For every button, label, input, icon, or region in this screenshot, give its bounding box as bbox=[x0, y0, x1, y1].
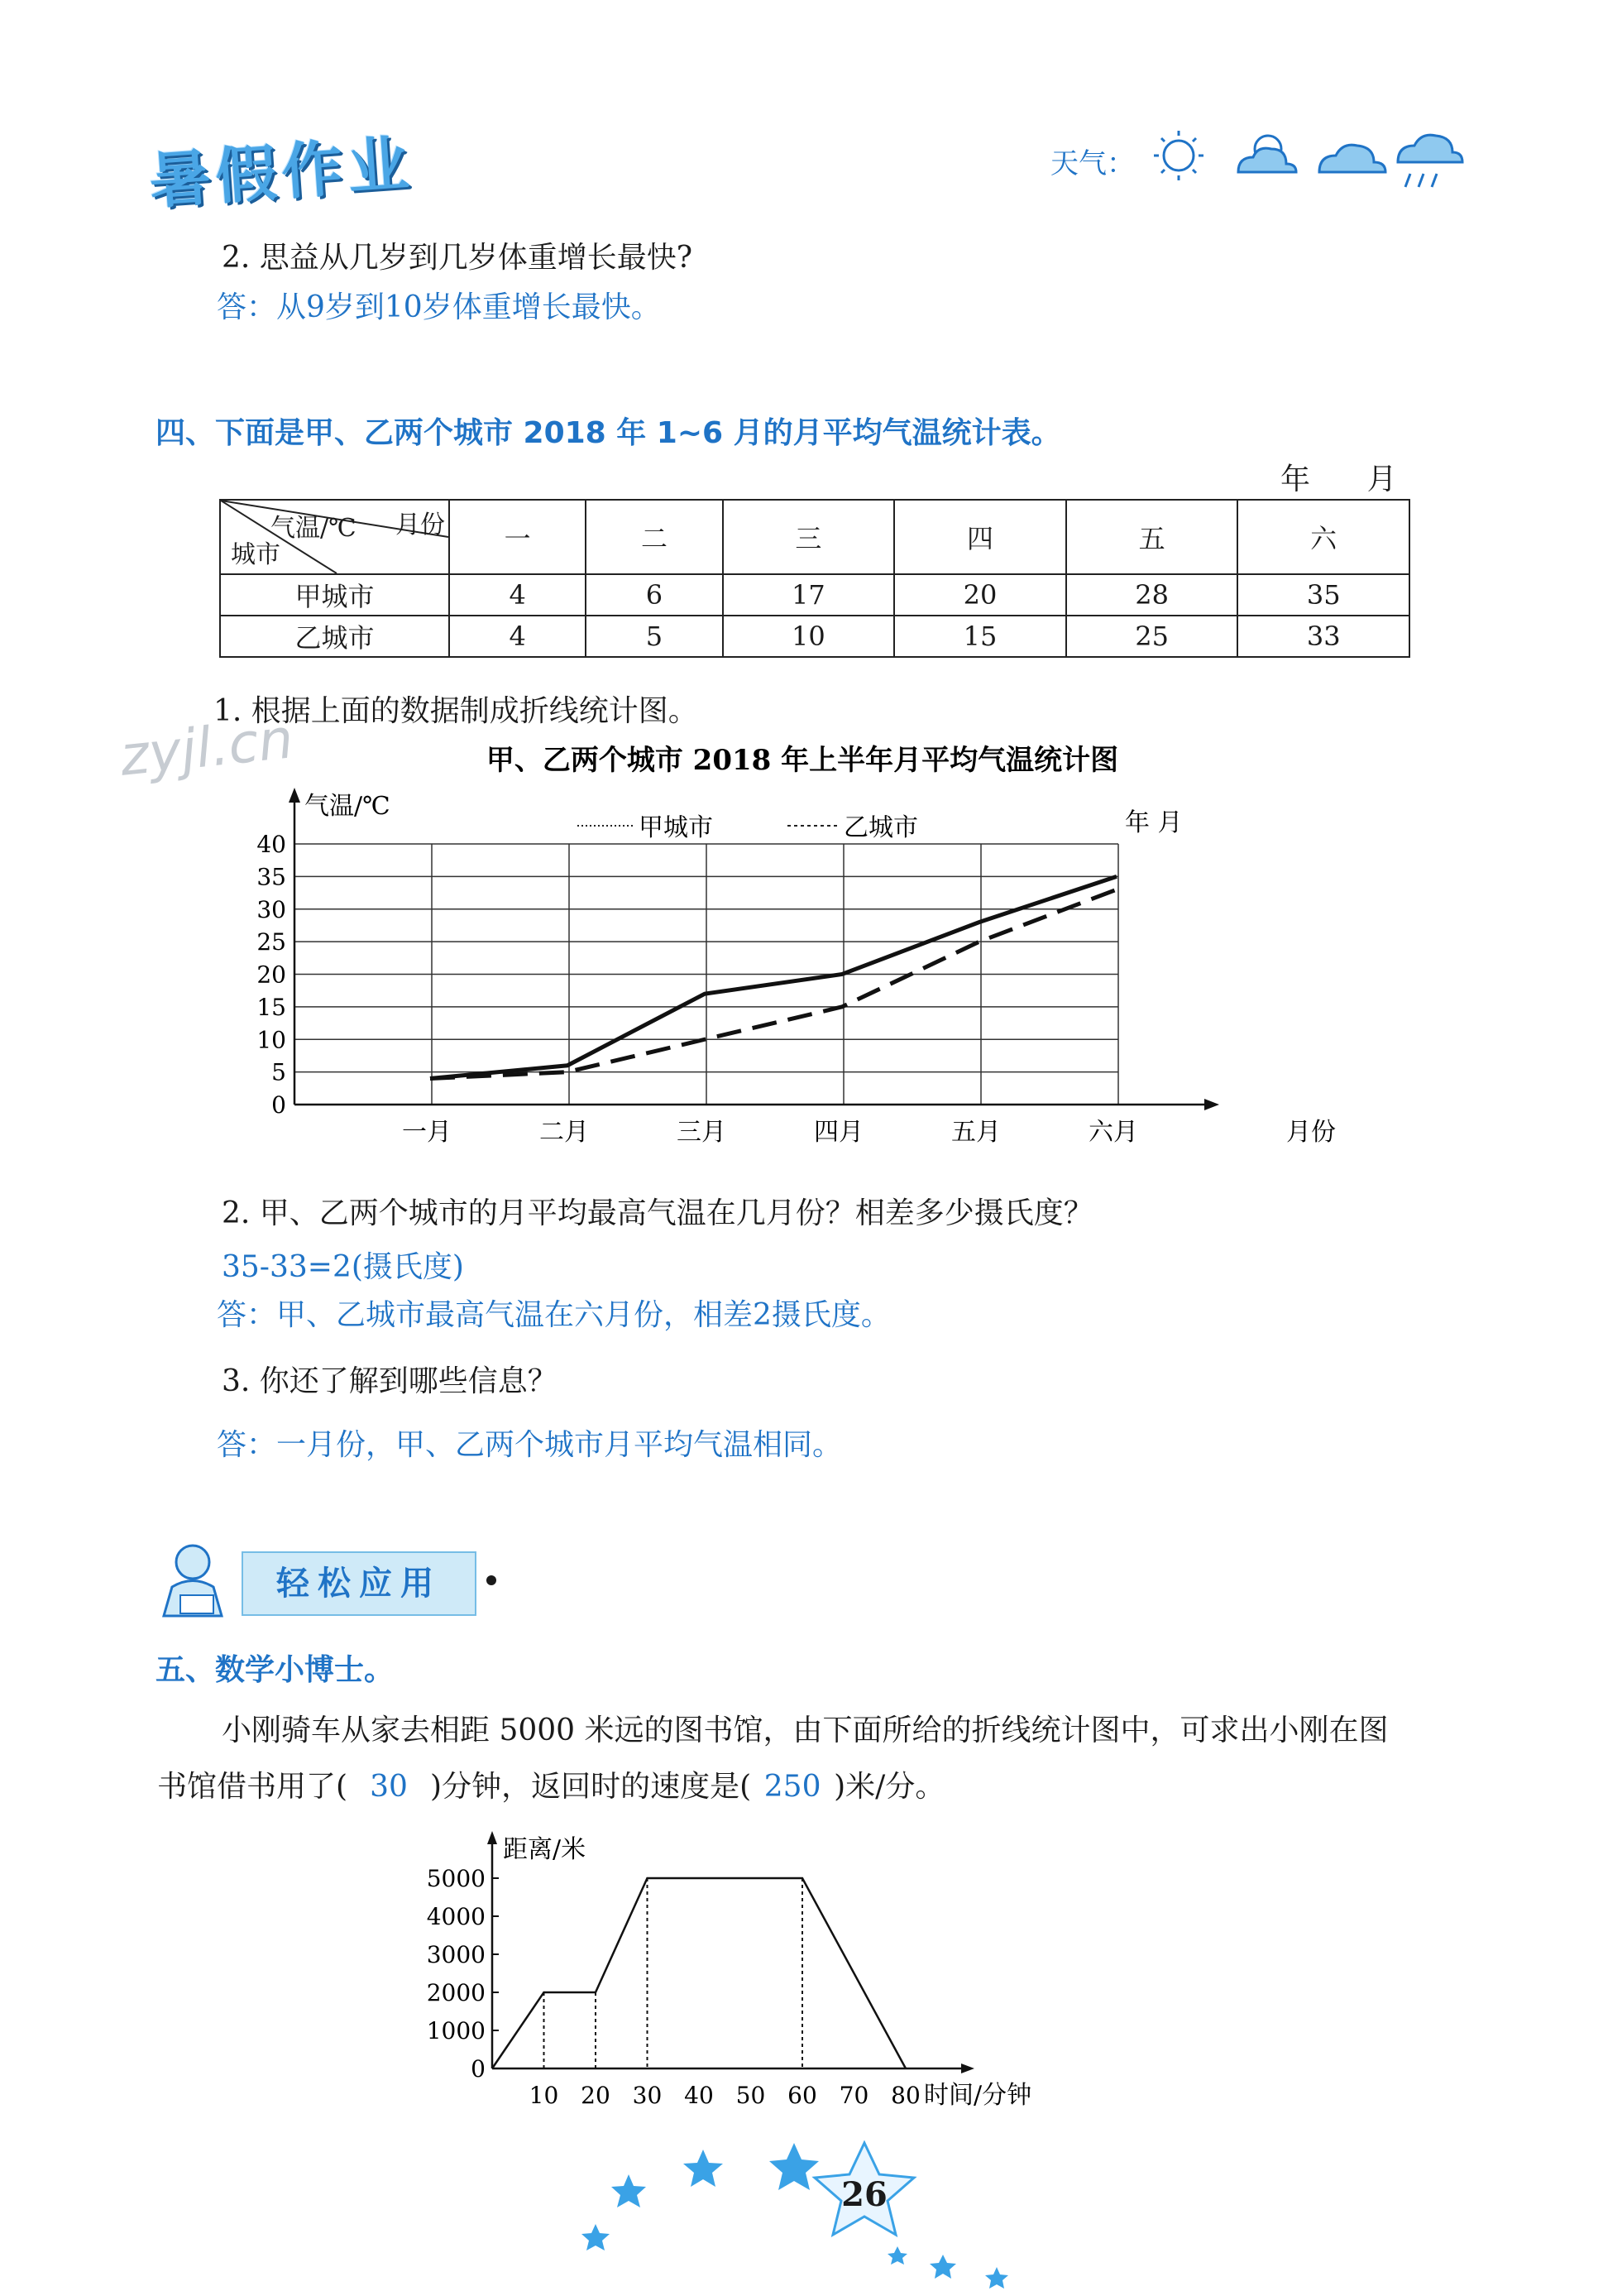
x-tick-label: 60 bbox=[787, 2082, 817, 2109]
x-tick-label: 六月 bbox=[1089, 1118, 1138, 1147]
x-tick-label: 一月 bbox=[402, 1118, 452, 1147]
y-axis-label: 距离/米 bbox=[503, 1835, 586, 1864]
month-header: 三 bbox=[723, 500, 895, 574]
section4-q1: 1. 根据上面的数据制成折线统计图。 bbox=[213, 694, 698, 728]
x-tick-label: 40 bbox=[684, 2082, 714, 2109]
series-line-jia bbox=[430, 876, 1117, 1078]
table-cell: 4 bbox=[449, 574, 586, 616]
corner-month-label: 月份 bbox=[395, 510, 445, 539]
month-header: 二 bbox=[586, 500, 722, 574]
section4-title: 四、下面是甲、乙两个城市 2018 年 1~6 月的月平均气温统计表。 bbox=[156, 416, 1061, 450]
page-footer-stars bbox=[562, 2126, 1092, 2292]
y-tick-label: 25 bbox=[256, 928, 286, 956]
weather-label: 天气： bbox=[1050, 147, 1135, 180]
x-axis-label: 月份 bbox=[1286, 1118, 1336, 1147]
month-header: 五 bbox=[1066, 500, 1238, 574]
table-cell: 5 bbox=[586, 616, 722, 657]
section4-q3: 3. 你还了解到哪些信息？ bbox=[222, 1364, 557, 1398]
table-row bbox=[220, 616, 1409, 657]
section4-q2: 2. 甲、乙两个城市的月平均最高气温在几月份？相差多少摄氏度？ bbox=[222, 1196, 1093, 1230]
table-cell: 4 bbox=[449, 616, 586, 657]
month-header: 一 bbox=[449, 500, 586, 574]
y-axis-arrow bbox=[487, 1831, 497, 1844]
chart-title: 甲、乙两个城市 2018 年上半年月平均气温统计图 bbox=[486, 744, 1119, 777]
table-year-month: 年 月 bbox=[1280, 463, 1397, 496]
month-header: 六 bbox=[1237, 500, 1409, 574]
section5-text-line2 bbox=[157, 1769, 945, 1805]
y-tick-label: 5 bbox=[271, 1058, 286, 1086]
table-cell: 25 bbox=[1066, 616, 1238, 657]
distance-series-line bbox=[492, 1878, 906, 2068]
table-cell: 17 bbox=[723, 574, 895, 616]
table-corner-cell bbox=[220, 500, 449, 574]
y-tick-label: 15 bbox=[256, 993, 286, 1021]
text-fragment: 书馆借书用了( bbox=[157, 1770, 348, 1804]
watermark: zyjl.cn bbox=[117, 707, 296, 789]
easy-application-badge: 轻松应用 bbox=[242, 1551, 476, 1616]
q2-top-question: 2. 思益从几岁到几岁体重增长最快? bbox=[222, 241, 693, 275]
text-fragment: )米/分。 bbox=[834, 1770, 945, 1804]
y-tick-label: 0 bbox=[471, 2055, 486, 2083]
rain-icon bbox=[1398, 135, 1462, 187]
temperature-line-chart bbox=[215, 736, 1390, 1167]
x-tick-label: 二月 bbox=[539, 1118, 589, 1147]
table-row bbox=[220, 574, 1409, 616]
answer-return-speed: 250 bbox=[763, 1770, 821, 1804]
y-tick-label: 20 bbox=[256, 961, 286, 989]
q2-top-answer: 答：从9岁到10岁体重增长最快。 bbox=[217, 290, 661, 324]
city-name: 甲城市 bbox=[220, 574, 449, 616]
x-tick-label: 70 bbox=[839, 2082, 869, 2109]
x-tick-label: 五月 bbox=[951, 1118, 1001, 1147]
x-axis-arrow bbox=[961, 2064, 974, 2073]
y-axis-arrow bbox=[289, 788, 300, 803]
x-tick-label: 30 bbox=[632, 2082, 663, 2109]
table-cell: 35 bbox=[1237, 574, 1409, 616]
x-tick-label: 四月 bbox=[814, 1118, 864, 1147]
text-fragment: )分钟，返回时的速度是( bbox=[430, 1770, 752, 1804]
y-tick-label: 30 bbox=[256, 895, 286, 923]
star-icon bbox=[611, 2174, 646, 2207]
legend-label-yi: 乙城市 bbox=[844, 813, 918, 842]
answer-borrow-time: 30 bbox=[370, 1770, 408, 1804]
y-axis-label: 气温/℃ bbox=[304, 792, 390, 821]
partly-cloudy-icon bbox=[1238, 136, 1296, 172]
y-tick-label: 2000 bbox=[426, 1979, 486, 2006]
star-icon bbox=[930, 2255, 956, 2279]
star-icon bbox=[985, 2267, 1008, 2289]
table-cell: 28 bbox=[1066, 574, 1238, 616]
weather-icons bbox=[1146, 122, 1468, 197]
reading-girl-icon bbox=[156, 1537, 238, 1628]
x-tick-label: 20 bbox=[581, 2082, 610, 2109]
table-cell: 6 bbox=[586, 574, 722, 616]
corner-temp-label: 气温/℃ bbox=[270, 514, 356, 543]
section5-title: 五、数学小博士。 bbox=[156, 1653, 395, 1687]
distance-time-chart bbox=[414, 1824, 1075, 2118]
page-number: 26 bbox=[841, 2175, 888, 2214]
star-icon bbox=[581, 2224, 610, 2250]
x-tick-label: 50 bbox=[735, 2082, 766, 2109]
star-icon bbox=[683, 2150, 723, 2187]
sun-icon bbox=[1154, 131, 1203, 180]
y-tick-label: 3000 bbox=[426, 1941, 486, 1968]
x-axis-label: 时间/分钟 bbox=[924, 2081, 1032, 2110]
city-name: 乙城市 bbox=[220, 616, 449, 657]
star-icon bbox=[888, 2246, 907, 2265]
x-tick-label: 80 bbox=[891, 2082, 921, 2109]
table-cell: 10 bbox=[723, 616, 895, 657]
x-axis-arrow bbox=[1204, 1099, 1219, 1110]
y-tick-label: 1000 bbox=[426, 2017, 486, 2044]
y-tick-label: 35 bbox=[256, 863, 286, 891]
badge-dot bbox=[486, 1575, 496, 1585]
month-header: 四 bbox=[894, 500, 1066, 574]
chart-year-month: 年 月 bbox=[1125, 808, 1183, 837]
y-tick-label: 5000 bbox=[426, 1865, 486, 1892]
x-tick-label: 三月 bbox=[677, 1118, 726, 1147]
section4-q2-calc: 35-33=2(摄氏度) bbox=[222, 1250, 464, 1284]
cloudy-icon bbox=[1319, 145, 1385, 172]
y-tick-label: 4000 bbox=[426, 1903, 486, 1930]
header-title: 暑假作业 bbox=[146, 127, 417, 218]
table-cell: 15 bbox=[894, 616, 1066, 657]
corner-city-label: 城市 bbox=[231, 540, 280, 569]
y-tick-label: 0 bbox=[271, 1091, 286, 1119]
legend-label-jia: 甲城市 bbox=[639, 813, 713, 842]
star-icon bbox=[769, 2143, 819, 2190]
section4-q3-answer: 答：一月份，甲、乙两个城市月平均气温相同。 bbox=[217, 1428, 843, 1462]
temperature-table bbox=[219, 499, 1410, 658]
table-cell: 20 bbox=[894, 574, 1066, 616]
table-cell: 33 bbox=[1237, 616, 1409, 657]
y-tick-label: 10 bbox=[256, 1026, 286, 1054]
section5-text-line1: 小刚骑车从家去相距 5000 米远的图书馆，由下面所给的折线统计图中，可求出小刚在图 bbox=[222, 1714, 1389, 1747]
x-tick-label: 10 bbox=[529, 2082, 559, 2109]
y-tick-label: 40 bbox=[256, 831, 286, 858]
section4-q2-answer: 答：甲、乙城市最高气温在六月份，相差2摄氏度。 bbox=[217, 1298, 891, 1332]
